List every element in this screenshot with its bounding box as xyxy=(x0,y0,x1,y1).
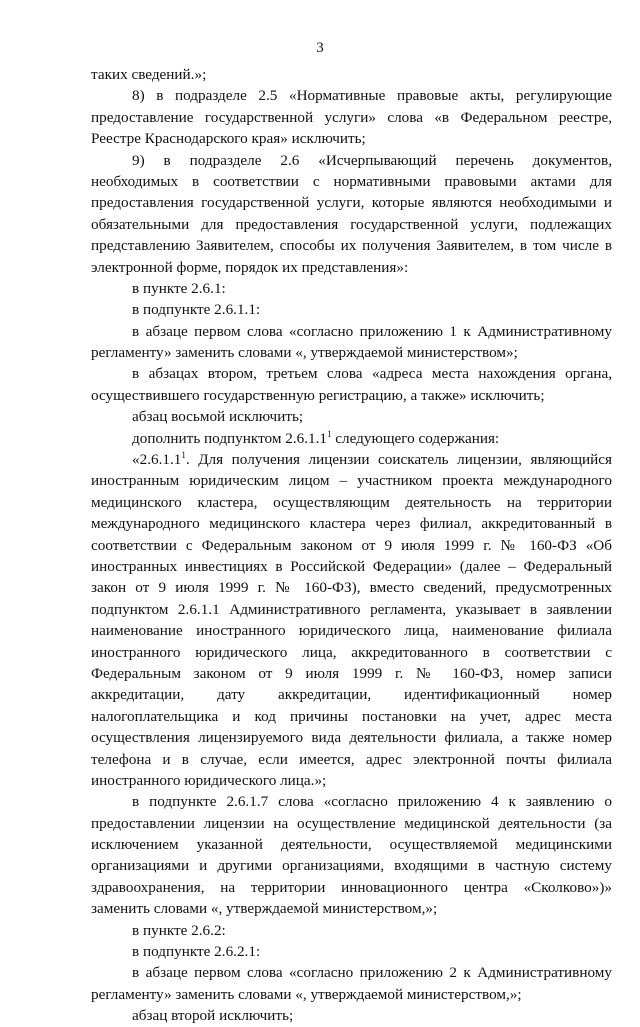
text-line-content: в подпункте 2.6.2.1: xyxy=(132,943,261,961)
text-line xyxy=(91,171,612,192)
text-line-continuation: следующего содержания: xyxy=(331,429,500,447)
text-line xyxy=(91,470,612,491)
text-line xyxy=(91,257,612,278)
text-line xyxy=(91,128,612,149)
text-line xyxy=(91,85,612,106)
text-line xyxy=(91,321,612,342)
text-line-content: организациями и другими организациями, входящими в частную систему xyxy=(91,857,612,875)
text-line-content: электронной форме, порядок их представления»: xyxy=(91,258,409,276)
text-line xyxy=(91,984,612,1005)
text-line xyxy=(91,363,612,384)
superscript: 1 xyxy=(327,428,332,439)
text-line-content: предоставления государственной услуги, которые являются необходимыми и xyxy=(91,194,612,212)
text-line xyxy=(91,235,612,256)
text-line xyxy=(91,642,612,663)
text-line-content: в подпункте 2.6.1.7 слова «согласно приложению 4 к заявлению о xyxy=(132,793,612,811)
text-line-content: иностранного юридического лица, аккредитованного в соответствии с xyxy=(91,643,612,661)
text-line-content: осуществившего государственную регистрацию, а также» исключить; xyxy=(91,386,545,404)
text-line-content: в абзаце первом слова «согласно приложению 2 к Административному xyxy=(132,964,612,982)
text-line-content: в подпункте 2.6.1.1: xyxy=(132,301,261,319)
text-line-content: предоставлении лицензии на осуществление медицинской деятельности (за xyxy=(91,814,612,832)
text-line xyxy=(91,663,612,684)
text-line-content: дополнить подпунктом 2.6.1.1 xyxy=(132,429,327,447)
text-line-content: наименование иностранного юридического лица, наименование филиала xyxy=(91,622,612,640)
text-line xyxy=(91,214,612,235)
text-line-content: исключением указанной деятельности, осуществляемой медицинскими xyxy=(91,836,612,854)
text-line xyxy=(91,834,612,855)
text-line xyxy=(91,962,612,983)
text-line-content: аккредитации, дату аккредитации, идентификационный номер xyxy=(91,686,612,704)
text-line-content: обязательными для предоставления государственной услуги, подлежащих xyxy=(91,215,612,233)
text-line-content: Федеральным законом от 9 июля 1999 г. № 160-ФЗ, номер записи xyxy=(91,664,612,682)
text-line xyxy=(91,192,612,213)
text-line xyxy=(91,556,612,577)
text-line xyxy=(91,342,612,363)
text-line xyxy=(91,877,612,898)
text-line xyxy=(91,64,612,85)
text-line-content: в пункте 2.6.2: xyxy=(132,921,226,939)
text-line xyxy=(91,599,612,620)
text-line-content: соответствии с Федеральным законом от 9 июля 1999 г. № 160-ФЗ «Об xyxy=(91,536,612,554)
text-line xyxy=(91,706,612,727)
text-line xyxy=(91,813,612,834)
text-line-content: медицинского кластера, осуществляющим деятельность на территории xyxy=(91,493,612,511)
text-line-content: иностранного юридического лица.»; xyxy=(91,771,327,789)
text-line-content: здравоохранения, на территории инновационного центра «Сколково»)» xyxy=(91,878,612,896)
text-line xyxy=(91,492,612,513)
text-line xyxy=(91,385,612,406)
text-line xyxy=(91,791,612,812)
text-line-content: таких сведений.»; xyxy=(91,66,207,83)
text-line-content: международного медицинского кластера через филиал, аккредитованный в xyxy=(91,515,612,533)
text-line xyxy=(91,150,612,171)
text-line-content: подпунктом 2.6.1.1 Административного регламента, указывает в заявлении xyxy=(91,600,612,618)
page-number: 3 xyxy=(316,40,324,56)
text-line xyxy=(91,749,612,770)
text-line xyxy=(91,278,612,299)
text-line-content: 9) в подразделе 2.6 «Исчерпывающий перечень документов, xyxy=(132,151,612,169)
text-line xyxy=(91,428,612,449)
text-line xyxy=(91,770,612,791)
text-line xyxy=(91,1005,612,1026)
text-line xyxy=(91,684,612,705)
text-line-content: заменить словами «, утверждаемой министерством,»; xyxy=(91,900,438,918)
text-line-content: регламенту» заменить словами «, утверждаемой министерством»; xyxy=(91,344,518,362)
text-line xyxy=(91,535,612,556)
text-line-content: закон от 9 июля 1999 г. № 160-ФЗ), вместо сведений, предусмотренных xyxy=(91,579,612,597)
text-line xyxy=(91,513,612,534)
text-line xyxy=(91,920,612,941)
text-line-content: телефона и в случае, если имеется, адрес электронной почты филиала xyxy=(91,750,612,768)
text-line xyxy=(91,449,612,470)
text-line xyxy=(91,941,612,962)
text-line-content: иностранным юридическим лицом – участником проекта международного xyxy=(91,472,612,490)
text-line xyxy=(91,406,612,427)
superscript: 1 xyxy=(181,450,186,461)
text-line-content: налогоплательщика и код причины постановки на учет, адрес места xyxy=(91,707,612,725)
text-line xyxy=(91,727,612,748)
text-line xyxy=(91,299,612,320)
text-line-content: в пункте 2.6.1: xyxy=(132,279,226,297)
text-line xyxy=(91,577,612,598)
text-line-content: в абзаце первом слова «согласно приложению 1 к Административному xyxy=(132,322,612,340)
text-line-content: осуществления лицензируемого вида деятельности филиала, а также номер xyxy=(91,729,612,747)
document-body xyxy=(91,64,612,1027)
text-line-content: регламенту» заменить словами «, утверждаемой министерством,»; xyxy=(91,985,522,1003)
text-line-content: абзац второй исключить; xyxy=(132,1007,294,1025)
text-line-content: Реестре Краснодарского края» исключить; xyxy=(91,130,366,148)
text-line-content: 8) в подразделе 2.5 «Нормативные правовые акты, регулирующие xyxy=(132,87,612,105)
text-line xyxy=(91,855,612,876)
text-line-continuation: . Для получения лицензии соискатель лицензии, являющийся xyxy=(185,451,612,469)
text-line-content: представлению Заявителем, способы их получения Заявителем, в том числе в xyxy=(91,237,612,255)
text-line xyxy=(91,107,612,128)
text-line-content: необходимых в соответствии с нормативными правовыми актами для xyxy=(91,172,612,190)
text-line-content: абзац восьмой исключить; xyxy=(132,408,304,426)
text-line-content: предоставление государственной услуги» слова «в Федеральном реестре, xyxy=(91,108,612,126)
text-line xyxy=(91,898,612,919)
text-line-content: в абзацах втором, третьем слова «адреса места нахождения органа, xyxy=(132,365,612,383)
text-line xyxy=(91,620,612,641)
text-line-content: «2.6.1.1 xyxy=(132,451,182,469)
text-line-content: иностранных инвестициях в Российской Федерации» (далее – Федеральный xyxy=(91,557,612,575)
